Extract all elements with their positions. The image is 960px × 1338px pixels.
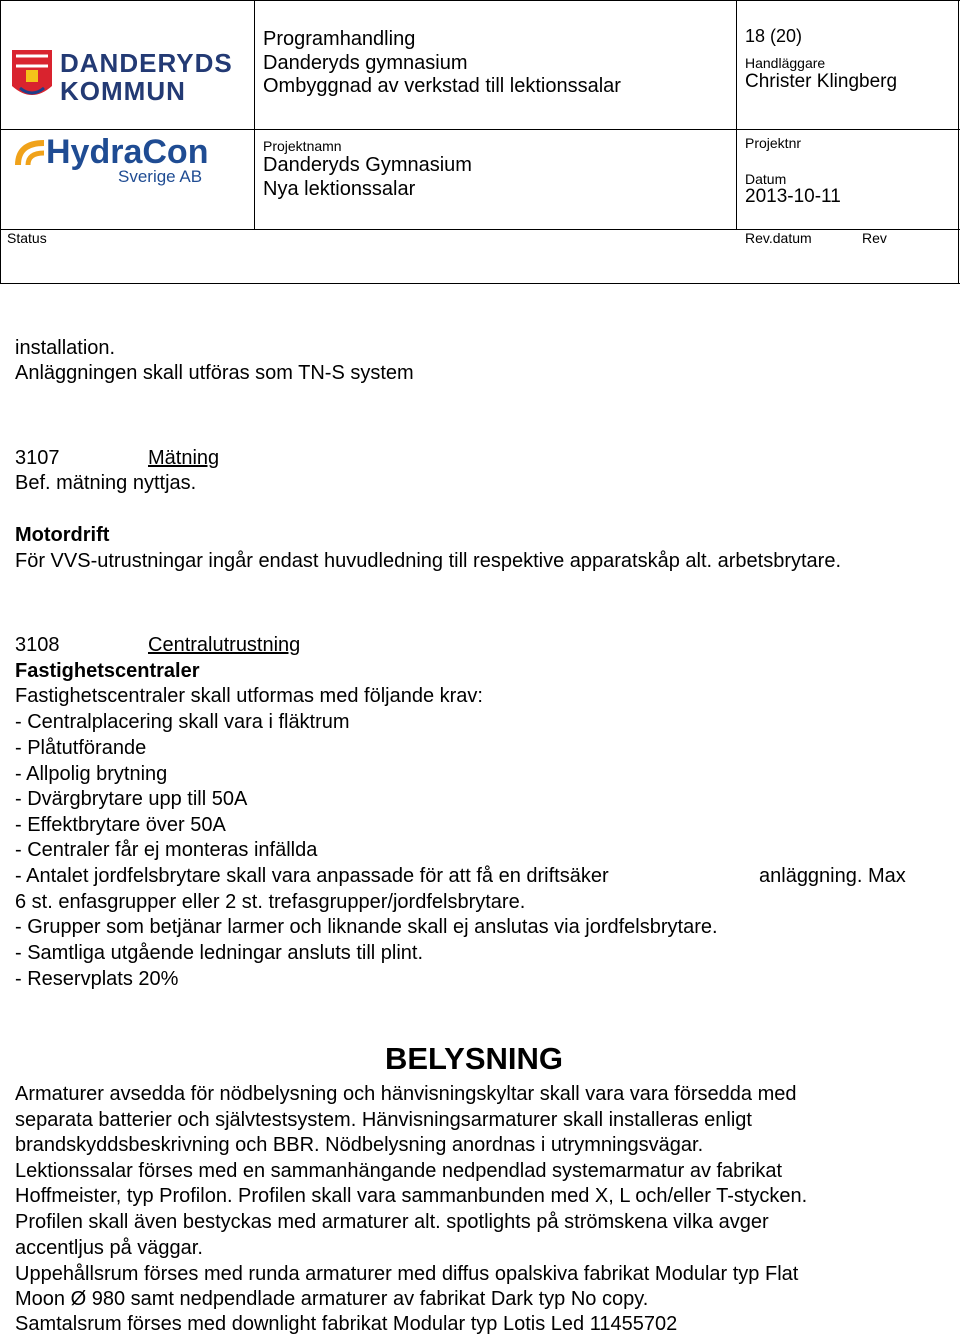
logo-text-line1: DANDERYDS	[60, 48, 233, 78]
hydracon-mark-icon	[14, 139, 48, 169]
list-item: - Reservplats 20%	[15, 968, 179, 990]
header-divider-h2	[0, 229, 960, 230]
list-item: - Grupper som betjänar larmer och liknande skall ej anslutas via jordfelsbrytare.	[15, 916, 718, 938]
projektnamn-label: Projektnamn	[263, 138, 342, 154]
paragraph-line: Profilen skall även bestyckas med armaturer alt. spotlights på strömskena vilka avger	[15, 1211, 769, 1233]
rev-label: Rev	[862, 230, 887, 246]
paragraph-line: accentljus på väggar.	[15, 1237, 203, 1259]
list-item: - Effektbrytare över 50A	[15, 814, 226, 836]
header-border-top	[0, 0, 960, 1]
status-label: Status	[7, 230, 47, 246]
paragraph-line: brandskyddsbeskrivning och BBR. Nödbelysning anordnas i utrymningsvägar.	[15, 1134, 704, 1156]
hydracon-logo	[14, 133, 214, 189]
header-divider-v1	[254, 0, 255, 230]
paragraph-line: Armaturer avsedda för nödbelysning och hänvisningskyltar skall vara vara försedda med	[15, 1083, 797, 1105]
paragraph-line: Uppehållsrum förses med runda armaturer med diffus opalskiva fabrikat Modular typ Flat	[15, 1263, 799, 1285]
header-divider-h1	[0, 129, 960, 130]
paragraph-line: Samtalsrum förses med downlight fabrikat Modular typ Lotis Led 11455702	[15, 1313, 678, 1335]
handlaggare-label: Handläggare	[745, 55, 826, 71]
header-border-bottom	[0, 283, 960, 284]
list-item-cont: 6 st. enfasgrupper eller 2 st. trefasgrupper/jordfelsbrytare.	[15, 891, 526, 913]
section-3107-number: 3107	[15, 447, 60, 469]
text-line: För VVS-utrustningar ingår endast huvudledning till respektive apparatskåp alt. arbetsbrytare.	[15, 550, 842, 572]
list-item: - Centralplacering skall vara i fläktrum	[15, 711, 350, 733]
page-number: 18 (20)	[745, 26, 803, 46]
header-border-left	[0, 0, 1, 284]
list-item: - Samtliga utgående ledningar ansluts till plint.	[15, 942, 424, 964]
section-3108-title: Centralutrustning	[148, 634, 301, 656]
doc-subtitle-1: Danderyds gymnasium	[263, 52, 468, 74]
logo-hydracon-sub: Sverige AB	[118, 167, 203, 186]
document-header	[0, 0, 960, 284]
paragraph-line: Hoffmeister, typ Profilon. Profilen skall vara sammanbunden med X, L och/eller T-stycken.	[15, 1185, 808, 1207]
handlaggare-value: Christer Klingberg	[745, 71, 898, 92]
header-border-right	[958, 0, 959, 284]
list-item: - Centraler får ej monteras infällda	[15, 839, 318, 861]
subheading-motordrift: Motordrift	[15, 524, 110, 546]
list-item: - Dvärgbrytare upp till 50A	[15, 788, 248, 810]
danderyds-kommun-logo	[10, 48, 245, 106]
datum-label: Datum	[745, 171, 787, 187]
logo-hydracon-text: HydraCon	[46, 133, 209, 171]
list-item-cont: anläggning. Max	[759, 865, 906, 887]
doc-subtitle-2: Ombyggnad av verkstad till lektionssalar	[263, 75, 621, 97]
projektnamn-line1: Danderyds Gymnasium	[263, 154, 472, 176]
projektnr-label: Projektnr	[745, 135, 802, 151]
revdatum-label: Rev.datum	[745, 230, 812, 246]
section-heading-belysning: BELYSNING	[384, 1041, 563, 1076]
section-3107-title: Mätning	[148, 447, 220, 469]
paragraph-line: Moon Ø 980 samt nedpendlade armaturer av fabrikat Dark typ No copy.	[15, 1288, 649, 1310]
section-3108-number: 3108	[15, 634, 60, 656]
list-item: - Plåtutförande	[15, 737, 147, 759]
text-line: Anläggningen skall utföras som TN-S system	[15, 362, 414, 384]
subheading-fastighetscentraler: Fastighetscentraler	[15, 660, 200, 682]
list-item: - Allpolig brytning	[15, 763, 168, 785]
logo-text-line2: KOMMUN	[60, 76, 186, 106]
paragraph-line: separata batterier och självtestsystem. Hänvisningsarmaturer skall installeras enligt	[15, 1109, 752, 1131]
paragraph-line: Lektionssalar förses med en sammanhängande nedpendlad systemarmatur av fabrikat	[15, 1160, 783, 1182]
doc-type: Programhandling	[263, 28, 416, 50]
text-line: installation.	[15, 337, 116, 359]
text-line: Fastighetscentraler skall utformas med följande krav:	[15, 685, 483, 707]
datum-value: 2013-10-11	[745, 186, 841, 207]
list-item: - Antalet jordfelsbrytare skall vara anpassade för att få en driftsäker	[15, 865, 609, 887]
projektnamn-line2: Nya lektionssalar	[263, 178, 416, 200]
header-divider-v2	[736, 0, 737, 230]
text-line: Bef. mätning nyttjas.	[15, 472, 197, 494]
